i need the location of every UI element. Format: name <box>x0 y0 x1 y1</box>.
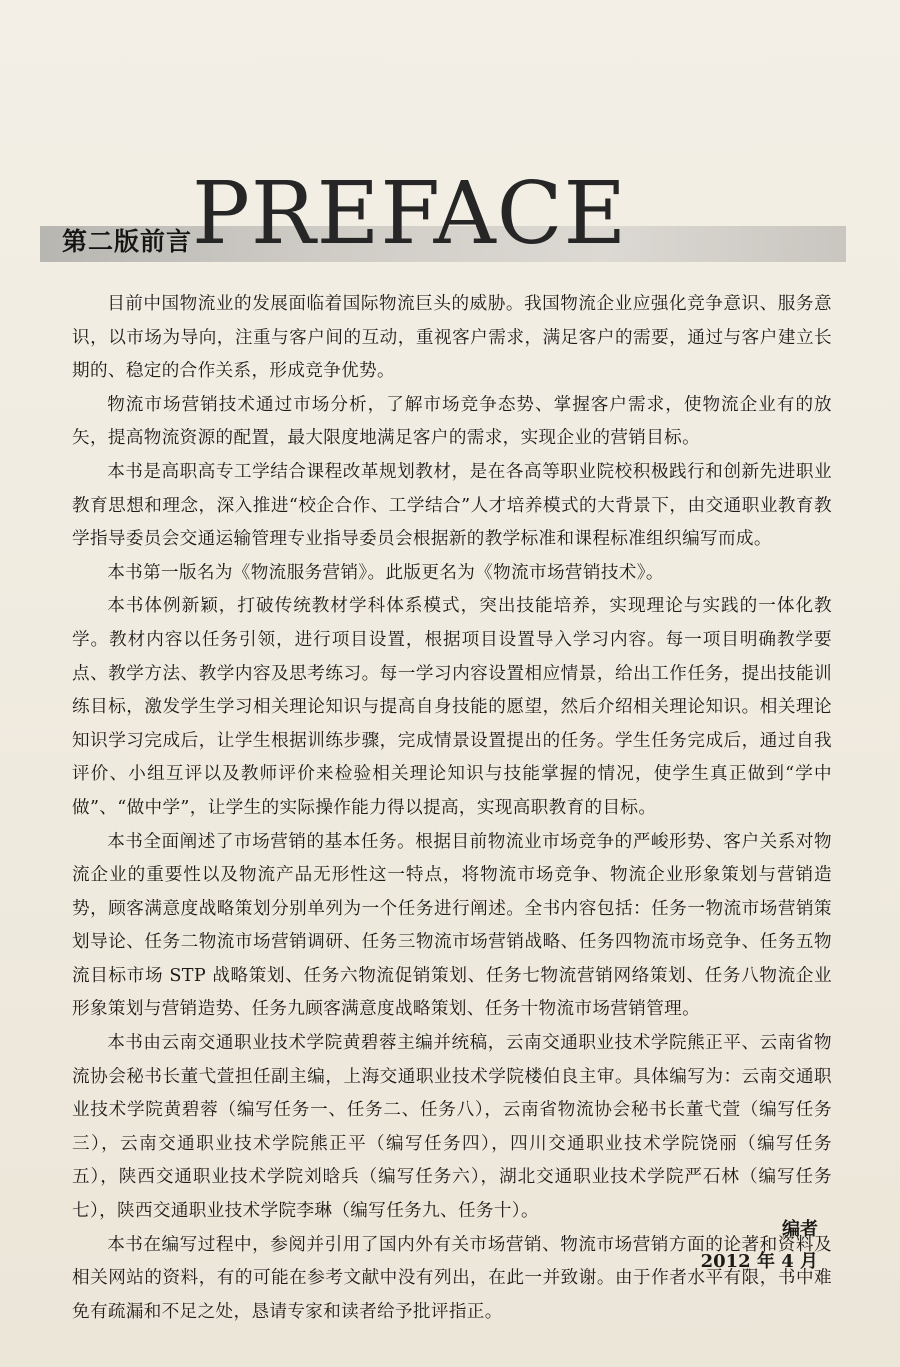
paragraph: 本书是高职高专工学结合课程改革规划教材，是在各高等职业院校积极践行和创新先进职业教育思想和理念，深入推进“校企合作、工学结合”人才培养模式的大背景下，由交通职业教育教学指导委员会交通运输管理专业指导委员会根据新的教学标准和课程标准组织编写而成。 <box>72 461 832 550</box>
paragraph: 本书体例新颖，打破传统教材学科体系模式，突出技能培养，实现理论与实践的一体化教学。教材内容以任务引领，进行项目设置，根据项目设置导入学习内容。每一项目明确教学要点、教学方法、教学内容及思考练习。每一学习内容设置相应情景，给出工作任务，提出技能训练目标，激发学生学习相关理论知识与提高自身技能的愿望，然后介绍相关理论知识。相关理论知识学习完成后，让学生根据训练步骤，完成情景设置提出的任务。学生任务完成后，通过自我评价、小组互评以及教师评价来检验相关理论知识与技能掌握的情况，使学生真正做到“学中做”、“做中学”，让学生的实际操作能力得以提高，实现高职教育的目标。 <box>72 596 832 818</box>
author-signature: 编者 <box>782 1219 818 1240</box>
signature-block <box>701 1214 818 1278</box>
preface-body <box>72 288 832 1329</box>
paragraph: 目前中国物流业的发展面临着国际物流巨头的威胁。我国物流企业应强化竞争意识、服务意识，以市场为导向，注重与客户间的互动，重视客户需求，满足客户的需要，通过与客户建立长期的、稳定的合作关系，形成竞争优势。 <box>72 294 832 382</box>
paragraph: 本书全面阐述了市场营销的基本任务。根据目前物流业市场竞争的严峻形势、客户关系对物流企业的重要性以及物流产品无形性这一特点，将物流市场竞争、物流企业形象策划与营销造势，顾客满意度战略策划分别单列为一个任务进行阐述。全书内容包括：任务一物流市场营销策划导论、任务二物流市场营销调研、任务三物流市场营销战略、任务四物流市场竞争、任务五物流目标市场 STP 战略策划、任务六物流促销策划、任务七物流营销网络策划、任务八物流企业形象策划与营销造势、任务九顾客满意度战略策划、任务十物流市场营销管理。 <box>72 831 832 1020</box>
preface-heading-english: PREFACE <box>192 164 628 264</box>
date-line: 2012 年 4 月 <box>700 1251 818 1272</box>
paragraph: 本书第一版名为《物流服务营销》。此版更名为《物流市场营销技术》。 <box>107 562 664 583</box>
paragraph: 本书由云南交通职业技术学院黄碧蓉主编并统稿，云南交通职业技术学院熊正平、云南省物流协会秘书长董弋萱担任副主编，上海交通职业技术学院楼伯良主审。具体编写为：云南交通职业技术学院黄碧蓉（编写任务一、任务二、任务八），云南省物流协会秘书长董弋萱（编写任务三），云南交通职业技术学院熊正平（编写任务四），四川交通职业技术学院饶丽（编写任务五），陕西交通职业技术学院刘晗兵（编写任务六），湖北交通职业技术学院严石林（编写任务七），陕西交通职业技术学院李琳（编写任务九、任务十）。 <box>72 1033 832 1222</box>
paragraph: 本书在编写过程中，参阅并引用了国内外有关市场营销、物流市场营销方面的论著和资料及相关网站的资料，有的可能在参考文献中没有列出，在此一并致谢。由于作者水平有限，书中难免有疏漏和不足之处，恳请专家和读者给予批评指正。 <box>72 1234 832 1322</box>
paragraph: 物流市场营销技术通过市场分析，了解市场竞争态势、掌握客户需求，使物流企业有的放矢，提高物流资源的配置，最大限度地满足客户的需求，实现企业的营销目标。 <box>72 394 832 449</box>
page-title: 第二版前言 <box>62 227 193 256</box>
